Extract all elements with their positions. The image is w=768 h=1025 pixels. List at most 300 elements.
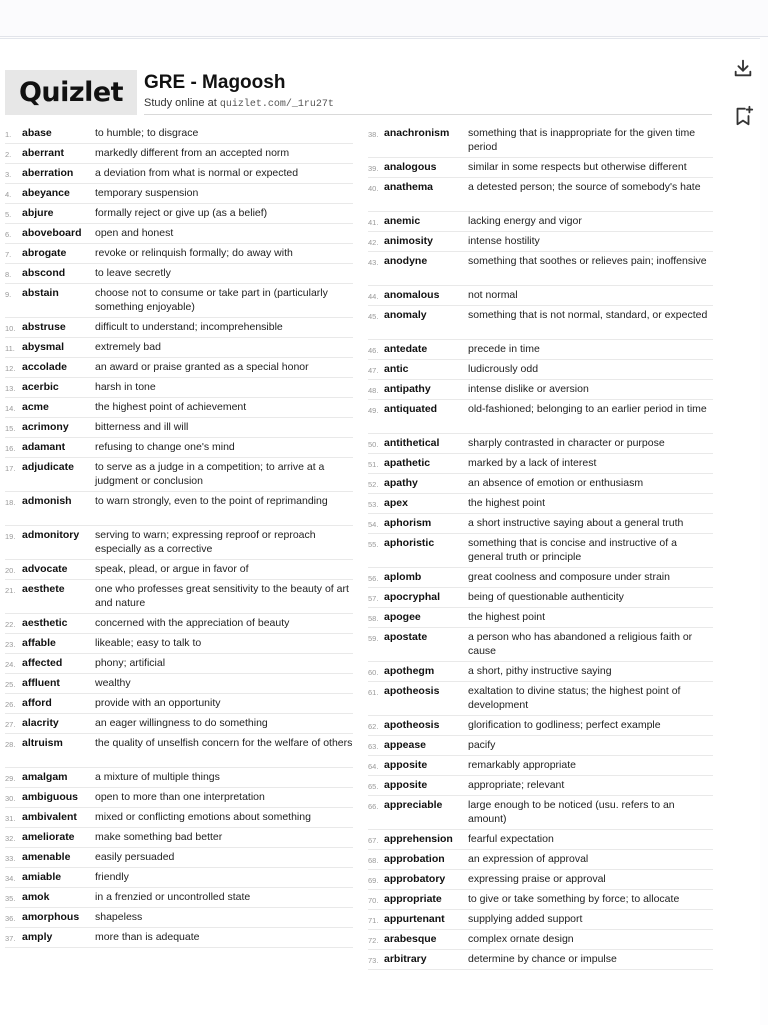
term-word: abscond bbox=[22, 267, 66, 279]
term-row bbox=[368, 870, 713, 890]
term-number: 13. bbox=[5, 384, 16, 393]
term-definition: temporary suspension bbox=[95, 187, 199, 199]
term-word: altruism bbox=[22, 737, 63, 749]
term-number: 28. bbox=[5, 740, 16, 749]
term-row bbox=[368, 716, 713, 736]
term-word: aboveboard bbox=[22, 227, 82, 239]
term-number: 24. bbox=[5, 660, 16, 669]
term-word: adamant bbox=[22, 441, 66, 453]
term-definition: bitterness and ill will bbox=[95, 421, 189, 433]
term-word: aesthete bbox=[22, 583, 65, 595]
term-definition: open and honest bbox=[95, 227, 174, 239]
term-definition: marked by a lack of interest bbox=[468, 457, 597, 469]
term-definition: one who professes great sensitivity to the beauty of art and nature bbox=[95, 583, 349, 609]
term-word: approbatory bbox=[384, 873, 446, 885]
term-definition: to give or take something by force; to allocate bbox=[468, 893, 680, 905]
term-number: 60. bbox=[368, 668, 379, 677]
term-definition: exaltation to divine status; the highest point of development bbox=[468, 685, 681, 711]
term-definition: harsh in tone bbox=[95, 381, 156, 393]
subtitle-prefix: Study online at bbox=[144, 97, 217, 109]
term-number: 8. bbox=[5, 270, 12, 279]
term-definition: a detested person; the source of somebody's hate bbox=[468, 181, 701, 193]
term-definition: a short, pithy instructive saying bbox=[468, 665, 612, 677]
term-word: amorphous bbox=[22, 911, 80, 923]
term-definition: shapeless bbox=[95, 911, 143, 923]
term-definition: formally reject or give up (as a belief) bbox=[95, 207, 268, 219]
term-word: affable bbox=[22, 637, 56, 649]
term-definition: speak, plead, or argue in favor of bbox=[95, 563, 249, 575]
term-row bbox=[5, 318, 353, 338]
term-number: 42. bbox=[368, 238, 379, 247]
term-word: aphoristic bbox=[384, 537, 435, 549]
term-definition: mixed or conflicting emotions about something bbox=[95, 811, 311, 823]
term-word: affected bbox=[22, 657, 63, 669]
term-definition: the highest point bbox=[468, 611, 546, 623]
term-number: 45. bbox=[368, 312, 379, 321]
term-number: 62. bbox=[368, 722, 379, 731]
term-row bbox=[5, 164, 353, 184]
term-word: animosity bbox=[384, 235, 434, 247]
term-number: 71. bbox=[368, 916, 379, 925]
term-row bbox=[5, 928, 353, 948]
term-row bbox=[5, 284, 353, 318]
term-definition: to leave secretly bbox=[95, 267, 171, 279]
term-row bbox=[368, 830, 713, 850]
download-button[interactable] bbox=[728, 53, 758, 83]
header-divider bbox=[144, 114, 712, 115]
term-row bbox=[368, 178, 713, 212]
term-word: arabesque bbox=[384, 933, 437, 945]
term-number: 20. bbox=[5, 566, 16, 575]
term-row bbox=[368, 662, 713, 682]
term-word: antiquated bbox=[384, 403, 438, 415]
term-row bbox=[5, 526, 353, 560]
term-number: 14. bbox=[5, 404, 16, 413]
term-word: amalgam bbox=[22, 771, 68, 783]
term-word: antedate bbox=[384, 343, 428, 355]
term-word: arbitrary bbox=[384, 953, 427, 965]
term-row bbox=[368, 124, 713, 158]
term-row bbox=[5, 808, 353, 828]
term-word: apocryphal bbox=[384, 591, 441, 603]
term-definition: choose not to consume or take part in (particularly something enjoyable) bbox=[95, 287, 328, 313]
term-word: anomalous bbox=[384, 289, 440, 301]
term-row bbox=[5, 264, 353, 284]
term-definition: extremely bad bbox=[95, 341, 161, 353]
term-number: 58. bbox=[368, 614, 379, 623]
term-word: apathy bbox=[384, 477, 418, 489]
term-definition: being of questionable authenticity bbox=[468, 591, 624, 603]
term-number: 41. bbox=[368, 218, 379, 227]
term-definition: an absence of emotion or enthusiasm bbox=[468, 477, 644, 489]
term-row bbox=[5, 848, 353, 868]
term-word: approbation bbox=[384, 853, 445, 865]
term-row bbox=[368, 306, 713, 340]
term-number: 9. bbox=[5, 290, 12, 299]
term-definition: intense dislike or aversion bbox=[468, 383, 589, 395]
term-word: appurtenant bbox=[384, 913, 445, 925]
term-row bbox=[5, 338, 353, 358]
term-definition: fearful expectation bbox=[468, 833, 554, 845]
term-definition: likeable; easy to talk to bbox=[95, 637, 202, 649]
term-number: 11. bbox=[5, 344, 15, 353]
term-row bbox=[368, 568, 713, 588]
term-row bbox=[368, 890, 713, 910]
term-definition: a deviation from what is normal or expected bbox=[95, 167, 299, 179]
term-definition: an expression of approval bbox=[468, 853, 589, 865]
term-number: 37. bbox=[5, 934, 16, 943]
term-number: 22. bbox=[5, 620, 16, 629]
term-row bbox=[368, 776, 713, 796]
term-word: analogous bbox=[384, 161, 437, 173]
term-definition: remarkably appropriate bbox=[468, 759, 576, 771]
term-number: 5. bbox=[5, 210, 12, 219]
term-number: 52. bbox=[368, 480, 379, 489]
term-word: ambiguous bbox=[22, 791, 79, 803]
term-word: accolade bbox=[22, 361, 67, 373]
term-definition: the highest point bbox=[468, 497, 546, 509]
term-word: acrimony bbox=[22, 421, 69, 433]
term-number: 33. bbox=[5, 854, 16, 863]
term-word: abjure bbox=[22, 207, 54, 219]
term-word: antipathy bbox=[384, 383, 431, 395]
term-word: adjudicate bbox=[22, 461, 74, 473]
term-word: appease bbox=[384, 739, 427, 751]
term-definition: to humble; to disgrace bbox=[95, 127, 199, 139]
term-number: 69. bbox=[368, 876, 379, 885]
term-word: abstruse bbox=[22, 321, 66, 333]
term-row bbox=[368, 400, 713, 434]
term-definition: to serve as a judge in a competition; to arrive at a judgment or conclusion bbox=[95, 461, 325, 487]
term-definition: open to more than one interpretation bbox=[95, 791, 265, 803]
term-word: amenable bbox=[22, 851, 71, 863]
term-definition: phony; artificial bbox=[95, 657, 166, 669]
term-definition: a person who has abandoned a religious faith or cause bbox=[468, 631, 693, 657]
term-definition: not normal bbox=[468, 289, 518, 301]
term-number: 26. bbox=[5, 700, 16, 709]
term-word: apogee bbox=[384, 611, 421, 623]
term-row bbox=[5, 694, 353, 714]
term-number: 59. bbox=[368, 634, 379, 643]
term-row bbox=[368, 682, 713, 716]
term-number: 32. bbox=[5, 834, 16, 843]
term-word: acerbic bbox=[22, 381, 59, 393]
download-icon bbox=[732, 57, 754, 79]
bookmark-button[interactable] bbox=[728, 101, 758, 131]
set-url[interactable]: quizlet.com/_1ru27t bbox=[219, 99, 334, 110]
term-definition: difficult to understand; incomprehensible bbox=[95, 321, 283, 333]
term-word: amiable bbox=[22, 871, 62, 883]
quizlet-logo bbox=[5, 70, 137, 115]
set-subtitle bbox=[144, 97, 334, 110]
term-number: 4. bbox=[5, 190, 12, 199]
term-number: 15. bbox=[5, 424, 16, 433]
term-number: 56. bbox=[368, 574, 379, 583]
term-definition: the highest point of achievement bbox=[95, 401, 247, 413]
term-row bbox=[368, 454, 713, 474]
term-word: amok bbox=[22, 891, 50, 903]
term-definition: great coolness and composure under strain bbox=[468, 571, 670, 583]
term-word: apposite bbox=[384, 759, 428, 771]
term-row bbox=[368, 252, 713, 286]
term-definition: something that soothes or relieves pain; inoffensive bbox=[468, 255, 707, 267]
term-definition: friendly bbox=[95, 871, 129, 883]
term-row bbox=[5, 144, 353, 164]
term-number: 23. bbox=[5, 640, 16, 649]
term-row bbox=[5, 580, 353, 614]
term-word: anachronism bbox=[384, 127, 450, 139]
term-number: 10. bbox=[5, 324, 16, 333]
term-definition: lacking energy and vigor bbox=[468, 215, 582, 227]
term-definition: provide with an opportunity bbox=[95, 697, 221, 709]
term-definition: refusing to change one's mind bbox=[95, 441, 235, 453]
term-word: apex bbox=[384, 497, 408, 509]
term-definition: more than is adequate bbox=[95, 931, 200, 943]
term-definition: the quality of unselfish concern for the welfare of others bbox=[95, 737, 353, 749]
term-row bbox=[368, 286, 713, 306]
term-definition: glorification to godliness; perfect example bbox=[468, 719, 661, 731]
term-definition: a mixture of multiple things bbox=[95, 771, 220, 783]
term-word: apposite bbox=[384, 779, 428, 791]
term-number: 38. bbox=[368, 130, 379, 139]
term-number: 35. bbox=[5, 894, 16, 903]
term-number: 27. bbox=[5, 720, 16, 729]
term-number: 18. bbox=[5, 498, 16, 507]
term-definition: similar in some respects but otherwise different bbox=[468, 161, 687, 173]
term-definition: an eager willingness to do something bbox=[95, 717, 268, 729]
term-word: abysmal bbox=[22, 341, 65, 353]
term-row bbox=[368, 930, 713, 950]
term-number: 3. bbox=[5, 170, 12, 179]
term-number: 12. bbox=[5, 364, 16, 373]
term-number: 55. bbox=[368, 540, 379, 549]
term-row bbox=[368, 628, 713, 662]
term-definition: markedly different from an accepted norm bbox=[95, 147, 290, 159]
term-word: afford bbox=[22, 697, 52, 709]
term-number: 66. bbox=[368, 802, 379, 811]
term-definition: something that is concise and instructive of a general truth or principle bbox=[468, 537, 677, 563]
term-row bbox=[368, 380, 713, 400]
term-definition: make something bad better bbox=[95, 831, 223, 843]
term-number: 53. bbox=[368, 500, 379, 509]
term-definition: wealthy bbox=[95, 677, 131, 689]
term-number: 65. bbox=[368, 782, 379, 791]
term-row bbox=[5, 714, 353, 734]
term-number: 25. bbox=[5, 680, 16, 689]
term-row bbox=[368, 360, 713, 380]
term-definition: pacify bbox=[468, 739, 496, 751]
term-row bbox=[368, 950, 713, 970]
term-definition: intense hostility bbox=[468, 235, 540, 247]
term-number: 34. bbox=[5, 874, 16, 883]
term-number: 44. bbox=[368, 292, 379, 301]
term-number: 63. bbox=[368, 742, 379, 751]
term-row bbox=[5, 378, 353, 398]
term-row bbox=[5, 184, 353, 204]
term-number: 64. bbox=[368, 762, 379, 771]
term-word: apathetic bbox=[384, 457, 431, 469]
term-row bbox=[368, 796, 713, 830]
term-definition: appropriate; relevant bbox=[468, 779, 565, 791]
term-number: 67. bbox=[368, 836, 379, 845]
set-title: GRE - Magoosh bbox=[144, 72, 286, 93]
side-toolbar bbox=[716, 38, 768, 188]
term-word: appropriate bbox=[384, 893, 442, 905]
term-word: aesthetic bbox=[22, 617, 68, 629]
term-definition: something that is not normal, standard, or expected bbox=[468, 309, 708, 321]
term-word: abeyance bbox=[22, 187, 70, 199]
term-row bbox=[368, 910, 713, 930]
term-definition: precede in time bbox=[468, 343, 540, 355]
term-number: 2. bbox=[5, 150, 12, 159]
term-word: aplomb bbox=[384, 571, 422, 583]
term-definition: expressing praise or approval bbox=[468, 873, 606, 885]
term-row bbox=[368, 608, 713, 628]
term-definition: determine by chance or impulse bbox=[468, 953, 617, 965]
term-row bbox=[5, 888, 353, 908]
term-number: 50. bbox=[368, 440, 379, 449]
term-row bbox=[5, 458, 353, 492]
term-word: anodyne bbox=[384, 255, 428, 267]
logo-text: Quizlet bbox=[18, 77, 124, 108]
term-word: anathema bbox=[384, 181, 434, 193]
term-row bbox=[5, 634, 353, 654]
term-number: 51. bbox=[368, 460, 379, 469]
bookmark-add-icon bbox=[732, 105, 754, 127]
term-definition: old-fashioned; belonging to an earlier period in time bbox=[468, 403, 707, 415]
term-number: 36. bbox=[5, 914, 16, 923]
term-number: 49. bbox=[368, 406, 379, 415]
terms-column-right bbox=[368, 124, 713, 970]
term-number: 43. bbox=[368, 258, 379, 267]
term-number: 16. bbox=[5, 444, 16, 453]
term-row bbox=[5, 204, 353, 224]
term-word: abrogate bbox=[22, 247, 67, 259]
term-definition: a short instructive saying about a general truth bbox=[468, 517, 684, 529]
term-row bbox=[368, 588, 713, 608]
term-word: abase bbox=[22, 127, 52, 139]
term-row bbox=[5, 734, 353, 768]
term-word: anomaly bbox=[384, 309, 427, 321]
term-number: 6. bbox=[5, 230, 12, 239]
term-definition: to warn strongly, even to the point of reprimanding bbox=[95, 495, 328, 507]
term-word: apotheosis bbox=[384, 719, 440, 731]
term-row bbox=[368, 494, 713, 514]
term-number: 39. bbox=[368, 164, 379, 173]
term-row bbox=[5, 654, 353, 674]
term-word: anemic bbox=[384, 215, 421, 227]
term-word: apotheosis bbox=[384, 685, 440, 697]
term-number: 29. bbox=[5, 774, 16, 783]
term-definition: easily persuaded bbox=[95, 851, 175, 863]
term-word: aphorism bbox=[384, 517, 432, 529]
term-number: 31. bbox=[5, 814, 16, 823]
term-definition: ludicrously odd bbox=[468, 363, 539, 375]
term-number: 21. bbox=[5, 586, 16, 595]
term-word: apostate bbox=[384, 631, 428, 643]
term-word: abstain bbox=[22, 287, 59, 299]
term-definition: supplying added support bbox=[468, 913, 583, 925]
term-definition: revoke or relinquish formally; do away with bbox=[95, 247, 293, 259]
term-definition: sharply contrasted in character or purpose bbox=[468, 437, 665, 449]
term-definition: serving to warn; expressing reproof or reproach especially as a corrective bbox=[95, 529, 316, 555]
term-row bbox=[368, 232, 713, 252]
term-word: antithetical bbox=[384, 437, 440, 449]
term-definition: an award or praise granted as a special honor bbox=[95, 361, 309, 373]
term-word: ambivalent bbox=[22, 811, 77, 823]
term-definition: in a frenzied or uncontrolled state bbox=[95, 891, 251, 903]
term-number: 40. bbox=[368, 184, 379, 193]
term-number: 19. bbox=[5, 532, 16, 541]
term-number: 57. bbox=[368, 594, 379, 603]
term-number: 54. bbox=[368, 520, 379, 529]
term-row bbox=[368, 736, 713, 756]
term-row bbox=[5, 358, 353, 378]
term-row bbox=[5, 674, 353, 694]
terms-column-left bbox=[5, 124, 353, 948]
term-word: aberrant bbox=[22, 147, 65, 159]
term-row bbox=[5, 438, 353, 458]
term-word: admonitory bbox=[22, 529, 80, 541]
term-number: 17. bbox=[5, 464, 16, 473]
term-number: 7. bbox=[5, 250, 12, 259]
term-row bbox=[5, 560, 353, 580]
term-row bbox=[5, 244, 353, 264]
term-word: advocate bbox=[22, 563, 68, 575]
term-word: admonish bbox=[22, 495, 72, 507]
term-row bbox=[5, 224, 353, 244]
term-row bbox=[368, 212, 713, 232]
term-word: amply bbox=[22, 931, 53, 943]
term-row bbox=[5, 908, 353, 928]
term-row bbox=[5, 398, 353, 418]
term-number: 30. bbox=[5, 794, 16, 803]
term-number: 1. bbox=[5, 130, 12, 139]
term-row bbox=[5, 868, 353, 888]
term-number: 73. bbox=[368, 956, 379, 965]
term-row bbox=[5, 124, 353, 144]
term-number: 46. bbox=[368, 346, 379, 355]
term-word: affluent bbox=[22, 677, 60, 689]
term-row bbox=[5, 614, 353, 634]
term-row bbox=[368, 434, 713, 454]
term-row bbox=[368, 534, 713, 568]
term-definition: large enough to be noticed (usu. refers to an amount) bbox=[468, 799, 675, 825]
term-word: ameliorate bbox=[22, 831, 75, 843]
term-number: 68. bbox=[368, 856, 379, 865]
term-number: 70. bbox=[368, 896, 379, 905]
term-word: appreciable bbox=[384, 799, 443, 811]
top-bar bbox=[0, 0, 768, 37]
term-number: 48. bbox=[368, 386, 379, 395]
term-word: apothegm bbox=[384, 665, 435, 677]
term-definition: concerned with the appreciation of beauty bbox=[95, 617, 290, 629]
term-word: antic bbox=[384, 363, 409, 375]
term-definition: complex ornate design bbox=[468, 933, 574, 945]
term-word: acme bbox=[22, 401, 49, 413]
term-row bbox=[368, 850, 713, 870]
term-number: 47. bbox=[368, 366, 379, 375]
term-row bbox=[5, 788, 353, 808]
term-definition: something that is inappropriate for the given time period bbox=[468, 127, 696, 153]
term-number: 61. bbox=[368, 688, 379, 697]
term-row bbox=[368, 514, 713, 534]
term-row bbox=[368, 756, 713, 776]
term-word: aberration bbox=[22, 167, 74, 179]
term-row bbox=[5, 768, 353, 788]
term-row bbox=[5, 418, 353, 438]
term-row bbox=[368, 340, 713, 360]
